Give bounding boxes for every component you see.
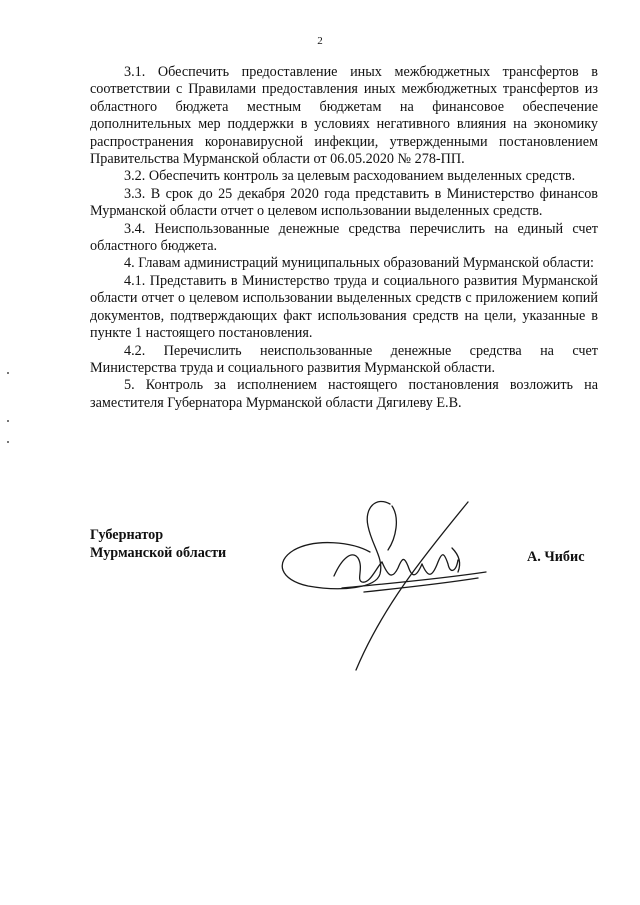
signatory-position-line1: Губернатор	[90, 527, 164, 543]
paragraph-3-3: 3.3. В срок до 25 декабря 2020 года представить в Министерство финансов Мурманской области отчет о целевом использовании выделенных средств.	[90, 185, 598, 220]
page-number: 2	[317, 35, 323, 47]
paragraph-3-2: 3.2. Обеспечить контроль за целевым расходованием выделенных средств.	[124, 168, 576, 185]
paragraph-3-4: 3.4. Неиспользованные денежные средства перечислить на единый счет областного бюджета.	[90, 220, 598, 255]
signature-icon	[272, 488, 492, 678]
margin-mark	[7, 441, 9, 443]
margin-mark	[7, 420, 9, 422]
margin-mark	[7, 372, 9, 374]
signatory-position	[90, 526, 226, 562]
paragraph-4: 4. Главам администраций муниципальных образований Мурманской области:	[124, 255, 594, 272]
paragraph-4-1: 4.1. Представить в Министерство труда и социального развития Мурманской области отчет о целевом использовании выделенных средств с приложением копий документов, подтверждающих факт использования средств на цели, указанные в пункте 1 настоящего постановления.	[90, 272, 598, 342]
paragraph-3-1: 3.1. Обеспечить предоставление иных межбюджетных трансфертов в соответствии с Правилами предоставления иных межбюджетных трансфертов из областного бюджета местным бюджетам на финансовое обеспечение дополнительных мер поддержки в условиях негативного влияния на экономику распространения коронавирусной инфекции, утвержденными постановлением Правительства Мурманской области от 06.05.2020 № 278-ПП.	[90, 64, 598, 168]
document-body	[90, 64, 598, 412]
signatory-position-line2: Мурманской области	[90, 545, 227, 561]
paragraph-4-2: 4.2. Перечислить неиспользованные денежные средства на счет Министерства труда и социального развития Мурманской области.	[90, 342, 598, 376]
paragraph-5: 5. Контроль за исполнением настоящего постановления возложить на заместителя Губернатора Мурманской области Дягилеву Е.В.	[90, 377, 598, 411]
signatory-name: А. Чибис	[527, 549, 585, 565]
